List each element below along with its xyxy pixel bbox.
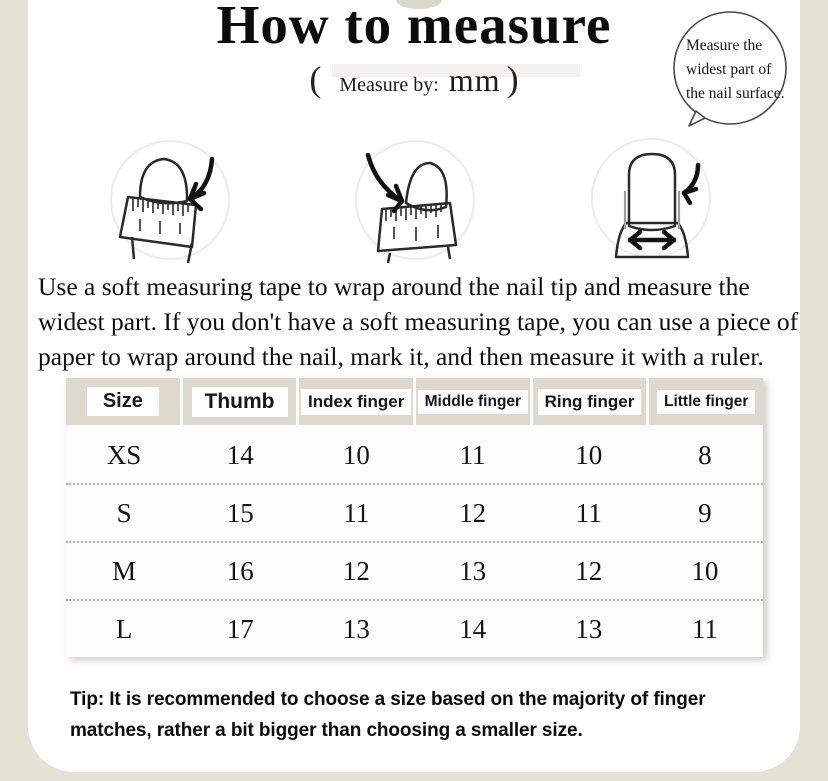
instructions-paragraph: Use a soft measuring tape to wrap around the nail tip and measure the widest part. If you don't have a soft measuring tape, you can use a piece of paper to wrap around the nail, mark it, and then measure it with a ruler.: [38, 272, 799, 371]
bubble-line-2: widest part of: [686, 61, 772, 78]
size-label: L: [115, 613, 133, 644]
size-table-header-row: [66, 378, 763, 425]
little-finger-value: 11: [691, 613, 718, 644]
measure-by-label: Measure by:: [339, 74, 439, 96]
middle-finger-value: 11: [459, 439, 486, 470]
thumb-value: 14: [226, 439, 254, 470]
header-cell-size: [66, 378, 180, 425]
header-cell-ring-finger: [533, 378, 647, 425]
table-row-s: [66, 483, 763, 541]
table-row-l: [66, 599, 763, 657]
measuring-tape-finger-icon: [350, 137, 480, 267]
speech-bubble: [671, 8, 789, 132]
size-table-body: [66, 425, 763, 657]
bubble-line-3: the nail surface.: [686, 85, 785, 102]
tape-wrapped-finger-side-view-illustration: [104, 137, 234, 267]
nail-width-arrow-icon: [586, 137, 716, 267]
header-cell-index-finger: [299, 378, 413, 425]
thumb-value: 16: [226, 555, 254, 586]
header-label: Ring finger: [538, 389, 642, 415]
little-finger-value: 9: [698, 497, 712, 528]
nail-front-view-width-illustration: [586, 137, 716, 267]
middle-finger-value: 14: [459, 613, 487, 644]
size-label: M: [112, 555, 137, 586]
bubble-line-1: Measure the: [686, 37, 763, 54]
measure-unit-mm: mm: [448, 62, 501, 98]
size-table: [66, 378, 763, 657]
bubble-text: [681, 34, 786, 106]
size-label: S: [116, 497, 132, 528]
tip-text: Tip: It is recommended to choose a size based on the majority of finger matches, rather a bit bigger than choosing a smaller size.: [70, 689, 706, 741]
header-label: Index finger: [301, 389, 411, 415]
measuring-tape-finger-icon: [104, 137, 234, 267]
ring-finger-value: 10: [575, 439, 603, 470]
header-cell-little-finger: [649, 378, 763, 425]
ring-finger-value: 13: [575, 613, 603, 644]
ring-finger-value: 11: [575, 497, 602, 528]
middle-finger-value: 13: [459, 555, 487, 586]
thumb-value: 17: [226, 613, 254, 644]
open-paren: (: [309, 59, 322, 99]
little-finger-value: 10: [691, 555, 719, 586]
size-label: XS: [106, 439, 142, 470]
header-label: Middle finger: [418, 390, 528, 414]
little-finger-value: 8: [698, 439, 712, 470]
index-finger-value: 13: [342, 613, 370, 644]
index-finger-value: 10: [342, 439, 370, 470]
index-finger-value: 12: [342, 555, 370, 586]
index-finger-value: 11: [343, 497, 370, 528]
header-label: Thumb: [192, 387, 288, 417]
tape-wrapped-finger-angled-view-illustration: [350, 137, 480, 267]
ring-finger-value: 12: [575, 555, 603, 586]
header-label: Size: [87, 387, 159, 416]
header-label: Little finger: [657, 390, 755, 414]
header-cell-middle-finger: [416, 378, 530, 425]
header-cell-thumb: [183, 378, 297, 425]
close-paren: ): [506, 59, 519, 99]
thumb-value: 15: [226, 497, 254, 528]
middle-finger-value: 12: [459, 497, 487, 528]
table-row-m: [66, 541, 763, 599]
table-row-xs: [66, 427, 763, 483]
page-title: How to measure: [216, 0, 612, 55]
